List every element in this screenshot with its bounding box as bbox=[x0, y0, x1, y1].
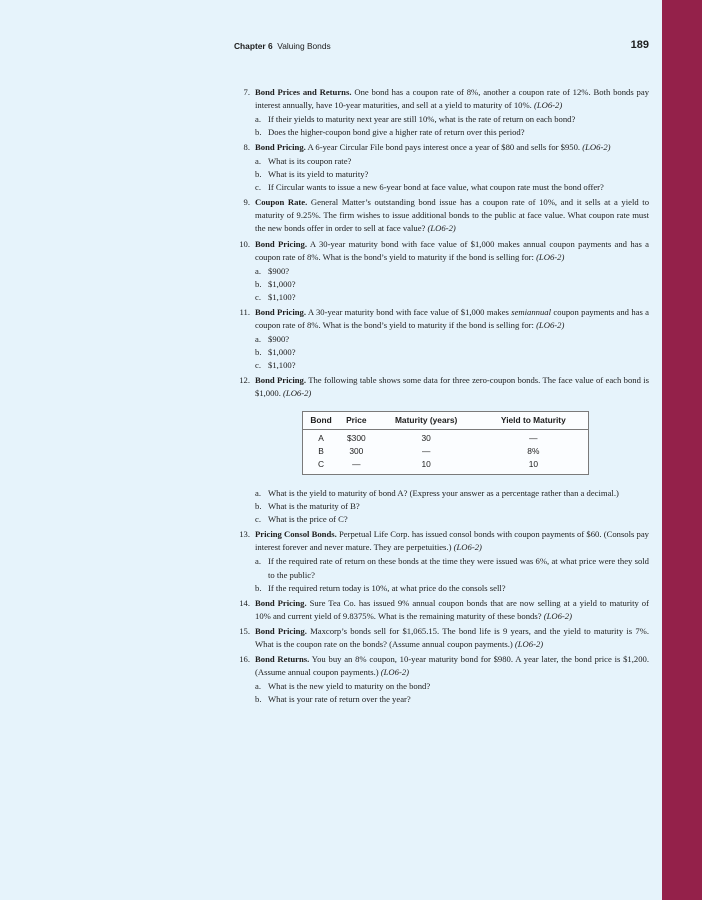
emphasis-term: semiannual bbox=[511, 306, 552, 317]
problem-text: coupon payments and has a coupon rate of 8%. What is the bond’s yield to maturity if the bond is selling for: bbox=[255, 306, 650, 330]
table-cell: — bbox=[421, 446, 431, 457]
table-cell: B bbox=[318, 446, 324, 457]
problem-statement bbox=[255, 238, 649, 264]
sub-label: a. bbox=[255, 156, 261, 167]
table-cell: 10 bbox=[528, 459, 539, 470]
problem-title: Bond Pricing. bbox=[255, 597, 307, 608]
problem-16 bbox=[234, 653, 649, 706]
problem-list bbox=[234, 86, 649, 708]
sub-label: c. bbox=[255, 182, 261, 193]
sub-question bbox=[255, 265, 649, 278]
problem-10 bbox=[234, 238, 649, 304]
page-number: 189 bbox=[630, 39, 649, 51]
table-header-row bbox=[303, 412, 588, 430]
column-header: Price bbox=[339, 412, 374, 430]
sub-label: b. bbox=[255, 169, 262, 180]
problem-statement bbox=[255, 653, 649, 679]
sub-text: If the required rate of return on these bonds at the time they were issued was 6%, at what price were they sold to the public? bbox=[268, 556, 649, 580]
sub-label: b. bbox=[255, 127, 262, 138]
table-cell: A bbox=[318, 433, 324, 444]
problem-statement bbox=[255, 141, 649, 154]
sub-text: If the required return today is 10%, at what price do the consols sell? bbox=[268, 582, 506, 593]
problem-9 bbox=[234, 196, 649, 235]
learning-objective: (LO6-2) bbox=[453, 542, 482, 553]
problem-title: Bond Pricing. bbox=[255, 306, 306, 317]
sub-text: Does the higher-coupon bond give a higher rate of return over this period? bbox=[268, 127, 525, 138]
problem-text: The following table shows some data for three zero-coupon bonds. The face value of each bond is $1,000. bbox=[255, 374, 649, 399]
sub-question bbox=[255, 513, 649, 526]
sub-label: c. bbox=[255, 291, 261, 302]
problem-title: Bond Pricing. bbox=[255, 625, 307, 636]
sub-label: b. bbox=[255, 693, 262, 704]
sub-question bbox=[255, 155, 649, 168]
table-row bbox=[303, 430, 588, 446]
learning-objective: (LO6-2) bbox=[427, 223, 456, 234]
sub-text: What is the yield to maturity of bond A? (Express your answer as a percentage rather than a decimal.) bbox=[268, 488, 619, 499]
learning-objective: (LO6-2) bbox=[582, 142, 611, 153]
sub-label: c. bbox=[255, 514, 261, 525]
problem-8 bbox=[234, 141, 649, 194]
problem-text: A 30-year maturity bond with face value of $1,000 makes annual coupon payments and has a coupon rate of 8%. What is the bond’s yield to maturity if the bond is selling for: bbox=[255, 238, 649, 262]
learning-objective: (LO6-2) bbox=[380, 666, 410, 677]
problem-text: You buy an 8% coupon, 10-year maturity bond for $980. A year later, the bond price is $1,200. (Assume annual coupon payments.) bbox=[255, 653, 649, 677]
problem-text: Perpetual Life Corp. has issued consol bonds with coupon payments of $60. (Consols pay interest forever and never mature. They are perpetuities.) bbox=[255, 529, 649, 553]
problem-number: 7. bbox=[243, 87, 250, 97]
sub-text: $1,000? bbox=[268, 346, 296, 357]
page-header bbox=[234, 40, 649, 54]
sub-text: $1,100? bbox=[268, 359, 296, 370]
chapter-color-band bbox=[662, 0, 702, 900]
sub-label: b. bbox=[255, 501, 262, 512]
problem-15 bbox=[234, 625, 649, 651]
problem-number: 15. bbox=[239, 625, 250, 636]
learning-objective: (LO6-2) bbox=[283, 388, 312, 399]
sub-question bbox=[255, 168, 649, 181]
chapter-title: Valuing Bonds bbox=[277, 41, 331, 51]
sub-label: a. bbox=[255, 556, 261, 567]
sub-label: a. bbox=[255, 680, 261, 691]
problem-title: Bond Pricing. bbox=[255, 374, 306, 385]
sub-label: a. bbox=[255, 333, 261, 344]
sub-label: b. bbox=[255, 278, 262, 289]
sub-question bbox=[255, 333, 649, 346]
column-header: Yield to Maturity bbox=[479, 412, 588, 430]
learning-objective: (LO6-2) bbox=[543, 610, 572, 621]
learning-objective: (LO6-2) bbox=[536, 319, 565, 330]
problem-number: 16. bbox=[239, 653, 250, 664]
zero-coupon-table bbox=[302, 411, 589, 475]
learning-objective: (LO6-2) bbox=[514, 638, 544, 649]
table-cell: $300 bbox=[347, 433, 366, 444]
problem-number: 14. bbox=[239, 597, 250, 608]
problem-title: Bond Returns. bbox=[255, 653, 310, 664]
problem-title: Bond Pricing. bbox=[255, 142, 306, 153]
sub-question bbox=[255, 126, 649, 139]
problem-statement bbox=[255, 86, 649, 112]
sub-question bbox=[255, 278, 649, 291]
problem-12 bbox=[234, 374, 649, 526]
table-cell: — bbox=[529, 433, 538, 444]
problem-statement bbox=[255, 374, 649, 400]
problem-statement bbox=[255, 196, 649, 235]
sub-text: What is its coupon rate? bbox=[268, 156, 352, 167]
sub-text: If their yields to maturity next year are still 10%, what is the rate of return on each bond? bbox=[268, 114, 576, 125]
problem-title: Bond Prices and Returns. bbox=[255, 87, 352, 97]
chapter-label: Chapter 6 bbox=[234, 41, 273, 51]
problem-13 bbox=[234, 528, 649, 594]
sub-question bbox=[255, 680, 649, 693]
sub-text: What is the new yield to maturity on the bond? bbox=[268, 680, 431, 691]
table-cell: 30 bbox=[421, 433, 431, 444]
table-cell: C bbox=[318, 459, 325, 470]
sub-text: What is its yield to maturity? bbox=[268, 169, 369, 180]
sub-question bbox=[255, 291, 649, 304]
table-row bbox=[303, 458, 588, 474]
problem-text: Maxcorp’s bonds sell for $1,065.15. The bond life is 9 years, and the yield to maturity is 7%. What is the coupon rate on the bonds? (Assume annual coupon payments.) bbox=[255, 625, 649, 649]
table-cell: 300 bbox=[349, 446, 364, 457]
problem-statement bbox=[255, 625, 649, 651]
running-head bbox=[234, 41, 331, 51]
learning-objective: (LO6-2) bbox=[533, 100, 563, 111]
problem-text-lead: A 30-year maturity bond with face value of $1,000 makes bbox=[307, 306, 509, 317]
table-cell: 10 bbox=[421, 459, 431, 470]
sub-question bbox=[255, 500, 649, 513]
problem-number: 10. bbox=[239, 238, 250, 249]
sub-label: c. bbox=[255, 359, 261, 370]
sub-question bbox=[255, 359, 649, 372]
learning-objective: (LO6-2) bbox=[536, 251, 565, 262]
table-row bbox=[303, 445, 588, 458]
problem-statement bbox=[255, 306, 649, 332]
problem-title: Bond Pricing. bbox=[255, 238, 307, 249]
sub-label: b. bbox=[255, 346, 262, 357]
problem-14 bbox=[234, 597, 649, 623]
problem-7 bbox=[234, 86, 649, 139]
problem-text: A 6-year Circular File bond pays interest once a year of $80 and sells for $950. bbox=[307, 142, 581, 153]
table-cell: 8% bbox=[527, 446, 540, 457]
sub-text: What is the price of C? bbox=[268, 514, 348, 525]
sub-question bbox=[255, 113, 649, 126]
sub-text: $1,100? bbox=[268, 291, 296, 302]
sub-text: If Circular wants to issue a new 6-year bond at face value, what coupon rate must the bond offer? bbox=[268, 182, 604, 193]
problem-text: General Matter’s outstanding bond issue has a coupon rate of 10%, and it sells at a yield to maturity of 9.25%. The firm wishes to issue additional bonds to the public at face value. What coupon rate must the new bonds offer in order to sell at face value? bbox=[255, 197, 650, 234]
sub-text: $1,000? bbox=[268, 278, 296, 289]
sub-text: $900? bbox=[268, 333, 290, 344]
sub-text: What is the maturity of B? bbox=[268, 501, 360, 512]
sub-text: What is your rate of return over the year? bbox=[268, 693, 411, 704]
problem-number: 13. bbox=[239, 529, 250, 540]
column-header: Maturity (years) bbox=[374, 412, 479, 430]
problem-number: 11. bbox=[239, 306, 250, 317]
problem-statement bbox=[255, 528, 649, 554]
problem-number: 8. bbox=[243, 142, 250, 153]
problem-number: 12. bbox=[239, 374, 250, 385]
sub-label: a. bbox=[255, 114, 261, 125]
sub-question bbox=[255, 555, 649, 581]
table-cell: — bbox=[352, 459, 361, 470]
problem-statement bbox=[255, 597, 649, 623]
sub-question bbox=[255, 346, 649, 359]
column-header: Bond bbox=[303, 412, 339, 430]
problem-title: Coupon Rate. bbox=[255, 197, 308, 208]
sub-question bbox=[255, 487, 649, 500]
sub-question bbox=[255, 693, 649, 706]
problem-text: Sure Tea Co. has issued 9% annual coupon bonds that are now selling at a yield to maturity of 10% and current yield of 9.8375%. What is the remaining maturity of these bonds? bbox=[255, 597, 649, 621]
sub-label: b. bbox=[255, 582, 262, 593]
sub-label: a. bbox=[255, 265, 261, 276]
problem-text: One bond has a coupon rate of 8%, another a coupon rate of 12%. Both bonds pay interest annually, have 10-year maturities, and sell at a yield to maturity of 10%. bbox=[255, 87, 650, 111]
problem-number: 9. bbox=[243, 197, 250, 208]
sub-question bbox=[255, 582, 649, 595]
problem-title: Pricing Consol Bonds. bbox=[255, 529, 337, 540]
sub-text: $900? bbox=[268, 265, 290, 276]
sub-label: a. bbox=[255, 488, 261, 499]
sub-question bbox=[255, 181, 649, 194]
problem-11 bbox=[234, 306, 649, 372]
